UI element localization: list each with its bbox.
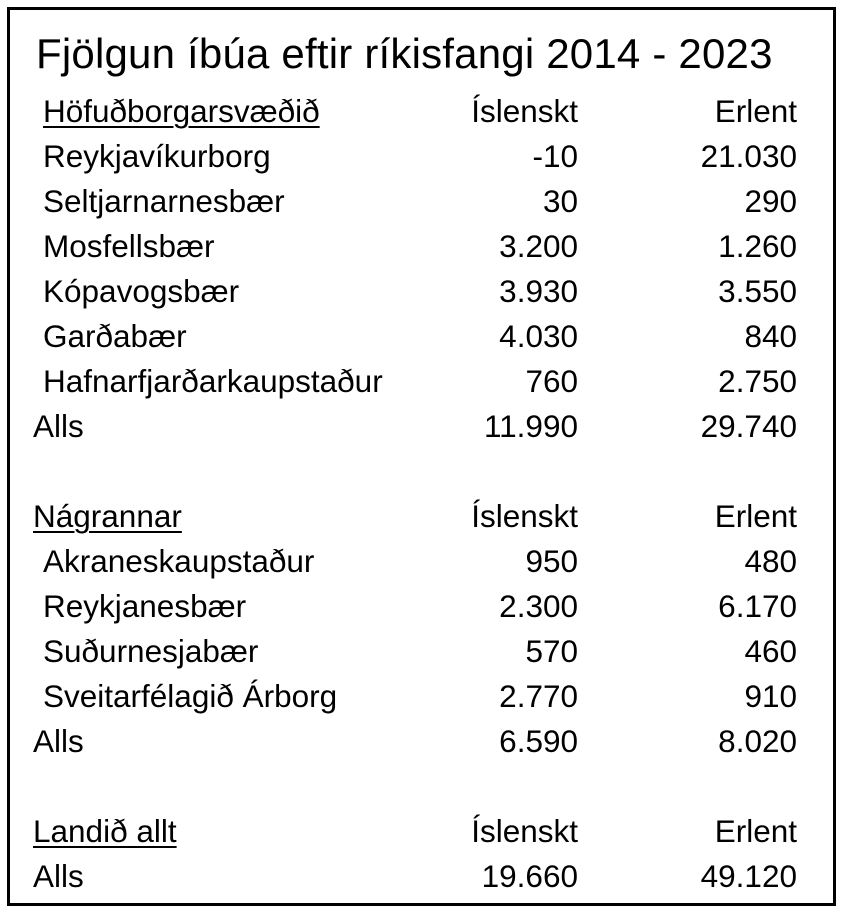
table-row	[10, 269, 833, 314]
erlent-value: 290	[744, 183, 797, 219]
column-header-erlent: Erlent	[714, 498, 797, 534]
column-header-islenskt: Íslenskt	[471, 93, 578, 129]
municipality-name: Suðurnesjabær	[43, 633, 259, 669]
total-label: Alls	[33, 723, 84, 759]
municipality-name: Sveitarfélagið Árborg	[43, 678, 338, 714]
section-landid-allt	[10, 809, 833, 899]
erlent-total: 8.020	[718, 723, 797, 759]
municipality-name: Hafnarfjarðarkaupstaður	[43, 363, 383, 399]
erlent-value: 21.030	[700, 138, 797, 174]
municipality-name: Seltjarnarnesbær	[43, 183, 285, 219]
municipality-name: Reykjanesbær	[43, 588, 247, 624]
table-row	[10, 674, 833, 719]
islenskt-value: 2.770	[499, 678, 578, 714]
erlent-value: 1.260	[718, 228, 797, 264]
section-hofudborgarsvaedid	[10, 89, 833, 449]
section-heading: Höfuðborgarsvæðið	[43, 93, 320, 129]
islenskt-value: -10	[532, 138, 578, 174]
table-row	[10, 224, 833, 269]
islenskt-total: 6.590	[499, 723, 578, 759]
islenskt-total: 11.990	[483, 408, 578, 444]
erlent-value: 2.750	[718, 363, 797, 399]
section-heading: Landið allt	[33, 813, 177, 849]
islenskt-value: 4.030	[499, 318, 578, 354]
table-frame	[7, 7, 836, 906]
total-row	[10, 404, 833, 449]
section-header	[10, 809, 833, 854]
municipality-name: Kópavogsbær	[43, 273, 240, 309]
islenskt-value: 3.930	[499, 273, 578, 309]
erlent-value: 6.170	[718, 588, 797, 624]
municipality-name: Garðabær	[43, 318, 187, 354]
page-title: Fjölgun íbúa eftir ríkisfangi 2014 - 2023	[36, 30, 773, 77]
table-row	[10, 359, 833, 404]
erlent-total: 49.120	[700, 858, 797, 894]
erlent-total: 29.740	[700, 408, 797, 444]
municipality-name: Akraneskaupstaður	[43, 543, 315, 579]
column-header-islenskt: Íslenskt	[471, 813, 578, 849]
table-row	[10, 314, 833, 359]
erlent-value: 910	[744, 678, 797, 714]
total-label: Alls	[33, 408, 84, 444]
section-heading: Nágrannar	[33, 498, 182, 534]
islenskt-value: 760	[525, 363, 578, 399]
table-row	[10, 584, 833, 629]
table-row	[10, 629, 833, 674]
erlent-value: 840	[744, 318, 797, 354]
erlent-value: 460	[744, 633, 797, 669]
table-row	[10, 539, 833, 584]
section-nagrannar	[10, 494, 833, 764]
islenskt-value: 30	[542, 183, 578, 219]
section-header	[10, 494, 833, 539]
erlent-value: 3.550	[718, 273, 797, 309]
municipality-name: Mosfellsbær	[43, 228, 215, 264]
islenskt-value: 570	[525, 633, 578, 669]
total-row	[10, 719, 833, 764]
column-header-islenskt: Íslenskt	[471, 498, 578, 534]
total-row	[10, 854, 833, 899]
table-row	[10, 179, 833, 224]
islenskt-value: 950	[525, 543, 578, 579]
table-row	[10, 134, 833, 179]
municipality-name: Reykjavíkurborg	[43, 138, 271, 174]
islenskt-value: 2.300	[499, 588, 578, 624]
column-header-erlent: Erlent	[714, 813, 797, 849]
section-header	[10, 89, 833, 134]
column-header-erlent: Erlent	[714, 93, 797, 129]
erlent-value: 480	[744, 543, 797, 579]
islenskt-total: 19.660	[481, 858, 578, 894]
islenskt-value: 3.200	[499, 228, 578, 264]
total-label: Alls	[33, 858, 84, 894]
